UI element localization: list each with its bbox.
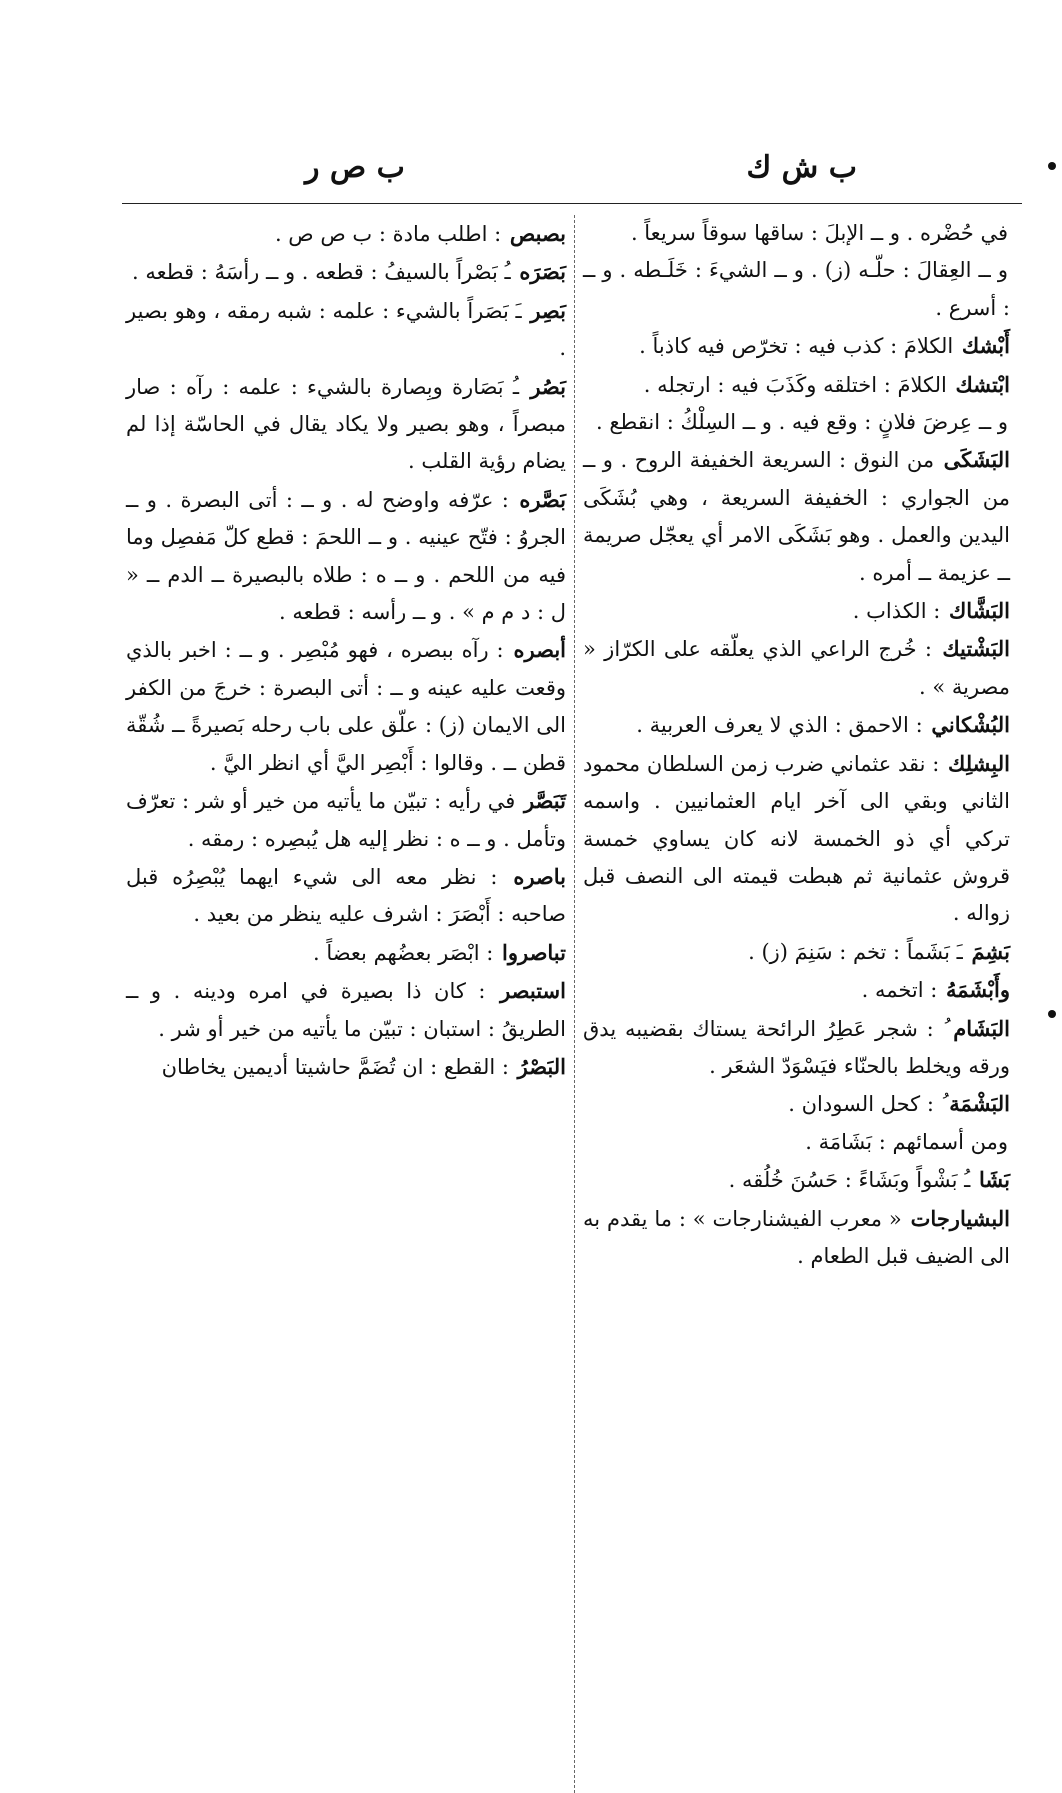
entry-definition: : الكذاب . (852, 599, 941, 624)
dictionary-entry (126, 782, 566, 858)
dictionary-entry (583, 1085, 1010, 1123)
dictionary-entry (583, 1200, 1010, 1276)
entry-definition: : خُرج الراعي الذي يعلّقه على الكرّاز « مصرية » . (583, 637, 1010, 699)
entry-headword: البُشْكاني (931, 712, 1010, 738)
entry-headword: باصره (513, 863, 566, 889)
entry-definition: من النوق : السريعة الخفيفة الروح . و ــ من الجواري : الخفيفة السريعة ، وهي بُشَكَى اليدين والعمل . وهو بَشَكَى الامر أي يعجّل صريمة ــ عزيمة ــ أمره . (583, 448, 1010, 585)
entry-headword: البَشْتيك (942, 636, 1010, 662)
entry-headword: البَشَكَى (943, 447, 1010, 473)
entry-definition: : عرّفه واوضح له . و ــ : أتى البصرة . و ــ الجروُ : فتّح عينيه . و ــ اللحمَ : قطع كلّ مَفصِل وما فيه من اللحم . و ــ ه : طلاه بالبصيرة ــ الدم ــ « ل : د م م » . و ــ رأسه : قطعه . (126, 487, 566, 625)
entry-headword: البَشَّاك (948, 598, 1010, 624)
entry-definition: : نظر معه الى شيء ايهما يُبْصِرُه قبل صاحبه : أَبْصَرَ : اشرف عليه ينظر من بعيد . (126, 864, 566, 927)
dictionary-entry (583, 327, 1010, 365)
dictionary-entry (583, 1124, 1010, 1161)
entry-definition: ُ : كحل السودان . (788, 1092, 941, 1117)
entry-definition: و ــ عِرضَ فلانٍ : وقع فيه . و ــ السِلْكُ : انقطع . (596, 410, 1008, 435)
entry-headword: تَبَصَّر (524, 788, 566, 814)
dictionary-entry (126, 292, 566, 368)
dictionary-entry (126, 934, 566, 972)
entry-definition: : اطلب مادة : ب ص ص . (274, 222, 502, 246)
entry-definition: : نقد عثماني ضرب زمن السلطان محمود الثاني وبقي الى آخر ايام العثمانيين . واسمه تركي أي ذو الخمسة لانه كان يساوي خمسة قروش عثمانية ثم هبطت قيمته الى النصف قبل زواله . (583, 751, 1010, 926)
dictionary-entry (583, 745, 1010, 933)
margin-mark (1048, 1010, 1056, 1018)
entry-definition: « معرب الفيشنارجات » : ما يقدم به الى الضيف قبل الطعام . (583, 1206, 1010, 1268)
entry-headword: بصبص (509, 221, 566, 246)
entry-headword: تباصروا (502, 939, 566, 965)
dictionary-entry (583, 933, 1010, 971)
dictionary-entry (126, 368, 566, 481)
entry-definition: ـَ بَشَماً : تخم : سَنِمَ (ز) . (748, 939, 963, 964)
entry-headword: أبصره (513, 637, 566, 663)
dictionary-entry (126, 1048, 566, 1086)
dictionary-entry (126, 215, 566, 253)
dictionary-entry (583, 366, 1010, 404)
entry-definition: ـَ بَصَراً بالشيء : علمه : شبه رمقه ، وهو بصير . (126, 298, 566, 361)
dictionary-entry (583, 441, 1010, 592)
right-column (583, 215, 1010, 1275)
entry-definition: الكلامَ : كذب فيه : تخرّص فيه كاذباً . (639, 334, 954, 359)
dictionary-entry (126, 631, 566, 782)
entry-definition: : ابْصَر بعضُهم بعضاً . (312, 940, 494, 965)
header-rule (122, 203, 1022, 204)
entry-headword: بَشِمَ (971, 938, 1010, 964)
entry-headword: بَصَّره (519, 486, 566, 512)
entry-headword: البشيارجات (910, 1205, 1010, 1231)
entry-headword: البِشلِك (948, 750, 1010, 776)
dictionary-entry (583, 1161, 1010, 1199)
entry-definition: : رآه ببصره ، فهو مُبْصِر . و ــ : اخبر بالذي وقعت عليه عينه و ــ : أتى البصرة : خرجَ من الكفر الى الايمان (ز) : علّق على باب رحله بَصيرةً ــ شُقّة قطن ــ . وقالوا : أَبْصِر اليَّ أي انظر اليَّ . (126, 638, 566, 775)
dictionary-entry (126, 858, 566, 934)
entry-definition: و ــ العِقالَ : حلّـه (ز) . و ــ الشيءَ : خَلَـطه . و ــ : أسرع . (583, 258, 1010, 320)
entry-definition: في حُضْره . و ــ الإبلَ : ساقها سوقاً سريعاً . (630, 221, 1008, 245)
dictionary-entry (583, 630, 1010, 706)
entry-headword: البَصْرُ (517, 1053, 566, 1079)
dictionary-entry (126, 253, 566, 291)
entry-headword: أَبْشك (961, 333, 1010, 359)
dictionary-entry (583, 1010, 1010, 1086)
dictionary-entry (126, 481, 566, 632)
entry-definition: ـُ بَشْواً وبَشَاءً : حَسُنَ خُلُقه . (728, 1168, 971, 1193)
entry-definition: : القطع : ان تُضَمَّ حاشيتا أديمين يخاطان (161, 1054, 509, 1079)
entry-headword: ابْتشك (955, 371, 1010, 397)
entry-definition: ومن أسمائهم : بَشَامَة . (805, 1129, 1008, 1154)
dictionary-entry (583, 592, 1010, 630)
dictionary-entry (583, 215, 1010, 252)
entry-headword: بَشَا (979, 1167, 1010, 1193)
dictionary-entry (583, 971, 1010, 1009)
dictionary-entry (583, 252, 1010, 327)
entry-headword: وأَبْشَمَهُ (946, 977, 1010, 1003)
entry-definition: في رأيه : تبيّن ما يأتيه من خير أو شر : تعرّف وتأمل . و ــ ه : نظر إليه هل يُبصِره : رمقه . (126, 789, 566, 851)
entry-definition: ُ : شجر عَطِرُ الرائحة يستاك بقضيبه يدق ورقه ويخلط بالحنّاء فيَسْوَدّ الشعَر . (583, 1016, 1010, 1078)
entry-headword: البَشْمَة (949, 1091, 1010, 1117)
dictionary-entry (126, 972, 566, 1048)
entry-definition: : الاحمق : الذي لا يعرف العربية . (636, 713, 923, 738)
margin-mark (1048, 162, 1056, 170)
dictionary-entry (583, 404, 1010, 441)
entry-definition: الكلامَ : اختلقه وكَذَبَ فيه : ارتجله . (643, 372, 947, 397)
entry-definition: ـُ بَصَارة وبِصارة بالشيء : علمه : رآه : صار مبصراً ، وهو بصير ولا يكاد يقال في الحاسّة إذا لم يضام رؤية القلب . (126, 374, 566, 474)
left-column (126, 215, 566, 1086)
entry-definition: ـُ بَصْراً بالسيفُ : قطعه . و ــ رأسَهُ : قطعه . (132, 260, 511, 285)
running-head-left: ب ص ر (305, 150, 405, 185)
entry-headword: استبصر (500, 978, 566, 1004)
entry-headword: بَصُر (530, 373, 566, 399)
entry-headword: بَصِر (530, 297, 566, 323)
entry-headword: البَشَام (953, 1015, 1010, 1041)
column-divider (574, 215, 575, 1793)
entry-headword: بَصَرَه (519, 259, 566, 285)
entry-definition: : اتخمه . (861, 978, 938, 1003)
entry-definition: : كان ذا بصيرة في امره ودينه . و ــ الطريقُ : استبان : تبيّن ما يأتيه من خير أو شر . (126, 979, 566, 1041)
dictionary-entry (583, 706, 1010, 744)
running-head-right: ب ش ك (746, 150, 857, 185)
